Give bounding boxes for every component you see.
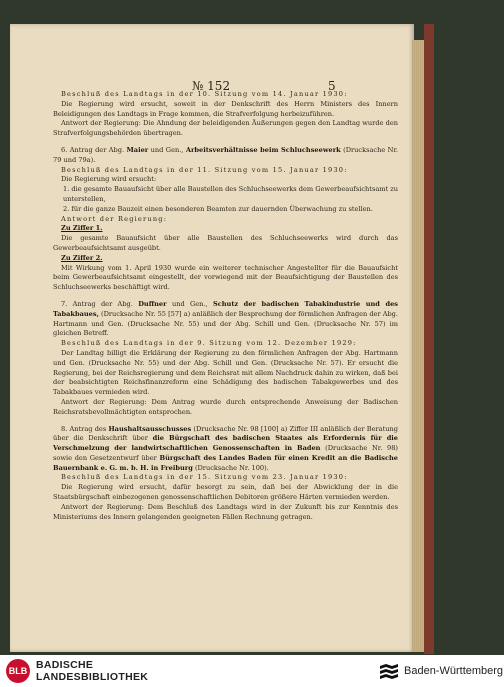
paragraph: Antwort der Regierung: [61,214,168,223]
paragraph: Die Regierung wird ersucht: [61,175,157,184]
paragraph: Antwort der Regierung: Dem Beschluß des Landtags wird in der Zukunft bis zur Kenntnis des Ministeriums des Innern gelangenden geeigneten Fällen Rechnung getragen. [53,502,398,521]
paragraph: Antwort der Regierung: Die Ahndung der beleidigenden Äußerungen gegen den Landtag wurde den Strafverfolgungsbehörden übertragen. [53,119,398,138]
paragraph: Der Landtag billigt die Erklärung der Regierung zu den förmlichen Anfragen der Abg. Hartmann und Gen. (Drucksache Nr. 55) und der Abg. Schill und Gen. (Drucksache Nr. 57). Er ersucht die Regierung, bei der Reichsregierung und dem Reichsrat mit allem Nachdruck dahin zu wirken, daß bei der beabsichtigten Reichsfinanzreform eine Schädigung des badischen Tabakgewerbes und des Tabakbaues vermieden wird. [53,348,398,397]
paragraph: Beschluß des Landtags in der 11. Sitzung vom 15. Januar 1930: [61,165,348,174]
paragraph: 6. Antrag der Abg. Maier und Gen., Arbeitsverhältnisse beim Schluchseewerk (Drucksache Nr. 79 und 79a). [53,145,398,164]
page-number: 5 [328,79,336,93]
state-name: Baden-Württemberg [404,665,504,677]
subheading: Zu Ziffer 1. [61,224,103,233]
subheading: Zu Ziffer 2. [61,253,103,262]
library-name-line2: LANDESBIBLIOTHEK [36,671,149,683]
paragraph: Beschluß des Landtags in der 10. Sitzung vom 14. Januar 1930: [61,90,348,98]
paragraph: Beschluß des Landtags in der 15. Sitzung vom 23. Januar 1930: [61,473,348,482]
paragraph: 7. Antrag der Abg. Duffner und Gen., Schutz der badischen Tabakindustrie und des Tabakbaues, (Drucksache Nr. 55 [57] a) anläßlich der Besprechung der förmlichen Anfragen der Abg. Hartmann und Gen. (Drucksache Nr. 55) und der Abg. Schill und Gen. (Drucksache Nr. 57) im gleichen Betreff. [53,299,398,338]
paragraph: 8. Antrag des Haushaltsausschusses (Drucksache Nr. 98 [100] a) Ziffer III anläßlich der Beratung über die Denkschrift über die Bürgschaft des badischen Staates als Erfordernis für die Verschmelzung der landwirtschaftlichen Genossenschaften in Baden (Drucksache Nr. 98) sowie den Gesetzentwurf über Bürgschaft des Landes Baden für einen Kredit an die Badische Bauernbank e. G. m. b. H. in Freiburg (Drucksache Nr. 100). [53,424,399,472]
paragraph: Die gesamte Bauaufsicht über alle Baustellen des Schluchseewerks wird durch das Gewerbeaufsichtsamt ausgeübt. [53,234,398,252]
list-item: 1. die gesamte Bauaufsicht über alle Baustellen des Schluchseewerks dem Gewerbeaufsichtsamt zu unterstellen, [63,185,398,203]
library-name-line1: BADISCHE [36,659,94,671]
paragraph: Die Regierung wird ersucht, soweit in der Denkschrift des Herrn Ministers des Innern Beleidigungen des Landtags in Frage kommen, die Strafverfolgung herbeizuführen. [53,99,398,118]
paragraph: Beschluß des Landtags in der 9. Sitzung vom 12. Dezember 1929: [61,339,357,348]
document-number: № 152 [192,79,231,93]
paragraph: Mit Wirkung vom 1. April 1930 wurde ein weiterer technischer Angestellter für die Bauaufsicht beim Gewerbeaufsichtsamt eingestellt, der vorwiegend mit der Beaufsichtigung der Baustellen des Schluchseewerks beschäftigt wird. [53,263,398,292]
blb-logo[interactable]: BLB [6,659,30,683]
paragraph: Die Regierung wird ersucht, dafür besorgt zu sein, daß bei der Abwicklung der in die Staatsbürgschaft einbezogenen genossenschaftlichen Debitoren größere Härten vermieden werden. [53,483,398,502]
document-text [53,90,398,522]
list-item: 2. für die ganze Bauzeit einen besonderen Beamten zur dauernden Überwachung zu stellen. [63,204,373,213]
footer-bar [0,655,504,687]
paragraph: Antwort der Regierung: Dem Antrag wurde durch entsprechende Anweisung der Badischen Reichsratsbevollmächtigten entsprochen. [53,397,398,416]
book-cover-edge [424,24,434,654]
book-page-edges [412,40,424,652]
baden-wuerttemberg-crest-icon [378,663,400,681]
